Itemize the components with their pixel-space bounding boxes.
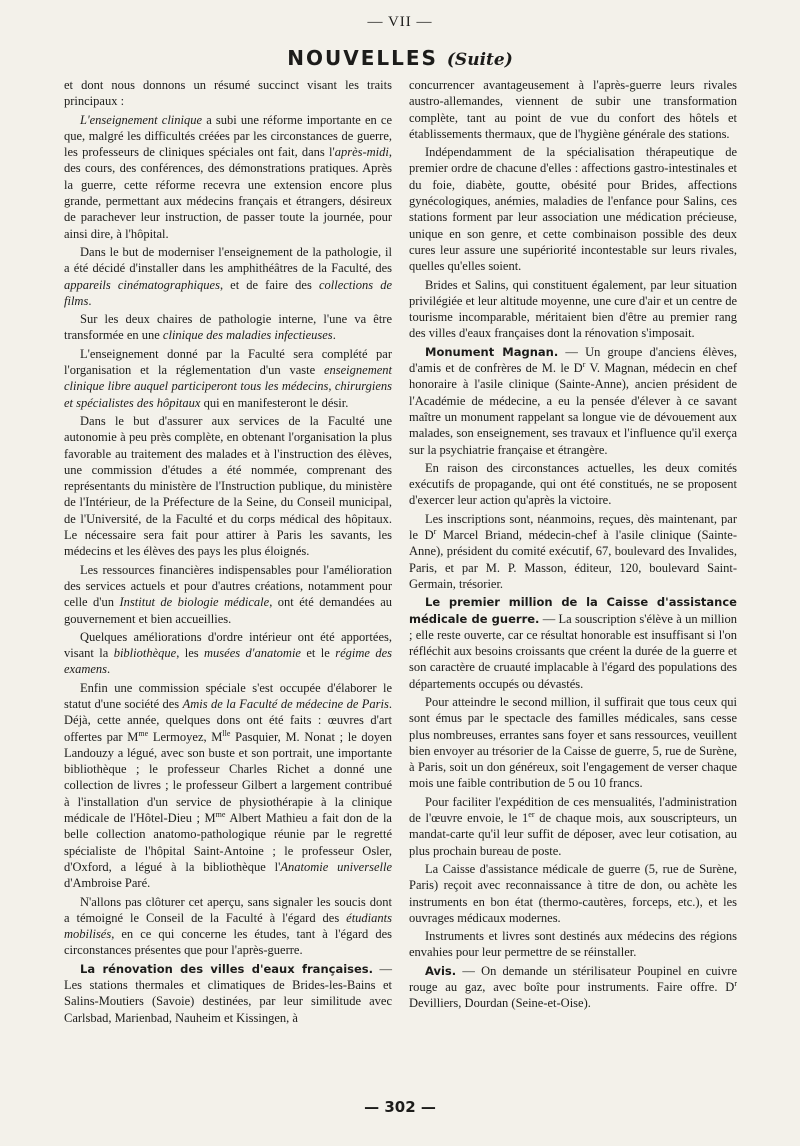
- paragraph: Quelques améliorations d'ordre intérieur ont été apportées, visant la bibliothèque, les musées d'anatomie et le régime des examens.: [64, 629, 393, 677]
- paragraph: Les ressources financières indispensables pour l'amélioration des services actuels et pour d'autres créations, notamment pour celle d'un Institut de biologie médicale, ont été demandées au gouvernement et bien accueillies.: [64, 562, 393, 626]
- roman-page-label: — VII —: [367, 14, 433, 30]
- paragraph: Dans le but de moderniser l'enseignement de la pathologie, il a été décidé d'installer dans les amphithéâtres de la Faculté, des appareils cinématographiques, et de faire des collections de films.: [64, 244, 393, 308]
- paragraph: Brides et Salins, qui constituent également, par leur situation privilégiée et leur altitude moyenne, une cure d'air et un centre de tourisme incomparable, méritaient bien d'être au premier rang des villes d'eaux françaises dont la rénovation s'imposait.: [409, 277, 737, 341]
- paragraph: Avis. — On demande un stérilisateur Poupinel en cuivre rouge au gaz, avec boîte pour instruments. Faire offre. $D^r$ Devilliers, Dourdan (Seine-et-Oise).: [409, 963, 737, 1011]
- paragraph: Les inscriptions sont, néanmoins, reçues, dès maintenant, par le $D^r$ Marcel Briand, médecin-chef à l'asile clinique (Sainte-Anne), président du comité exécutif, 67, boulevard des Invalides, Paris, et par M. P. Masson, éditeur, 120, boulevard Saint-Germain, trésorier.: [409, 511, 737, 591]
- left-column: [64, 77, 392, 1028]
- article-heading: Avis.: [425, 963, 457, 978]
- paragraph: La rénovation des villes d'eaux françaises. — Les stations thermales et climatiques de Brides-les-Bains et Salins-Moutiers (Savoie) destinées, par leur similitude avec Carlsbad, Marienbad, Nauheim et Kissingen, à: [64, 961, 392, 1025]
- paragraph: Le premier million de la Caisse d'assistance médicale de guerre. — La souscription s'élève à un million ; elle reste ouverte, car ce résultat honorable est insuffisant si l'on réfléchit aux besoins croissants que créent la durée de la guerre et son caractère de cruauté implacable à l'égard des populations des départements occupés ou dévastés.: [409, 595, 737, 691]
- paragraph: L'enseignement donné par la Faculté sera complété par l'organisation et la réglementation d'un vaste enseignement clinique libre auquel participeront tous les médecins, chirurgiens et spécialistes des hôpitaux qui en manifesteront le désir.: [64, 346, 392, 410]
- paragraph: L'enseignement clinique a subi une réforme importante en ce que, malgré les difficultés créées par les circonstances de guerre, les professeurs de cliniques spéciales ont fait, dans l'après-midi, des cours, des conférences, des démonstrations pratiques. Après la guerre, cette réforme recevra une extension encore plus grande, permettant aux médecins français et étrangers, désireux de parachever leur instruction, de passer toute la journée, pour ainsi dire, à l'hôpital.: [64, 112, 392, 241]
- paragraph: Monument Magnan. — Un groupe d'anciens élèves, d'amis et de confrères de M. le $D^r$ V. Magnan, médecin en chef honoraire à l'asile clinique (Sainte-Anne), ancien président de l'Académie de médecine, a eu la pensée d'élever à ce savant maître un monument rappelant sa longue vie de dévouement aux malades, son enseignement, ses travaux et l'influence qu'il exerça sur la psychiatrie française et étrangère.: [409, 344, 737, 457]
- section-title: NOUVELLES: [287, 46, 438, 70]
- section-suite: (Suite): [446, 50, 513, 70]
- paragraph: Pour faciliter l'expédition de ces mensualités, l'administration de l'œuvre envoie, le 1er de chaque mois, aux souscripteurs, un mandat-carte qu'il leur suffit de déposer, avec leur cotisation, au plus prochain bureau de poste.: [409, 794, 737, 858]
- section-header: [0, 46, 800, 70]
- paragraph: et dont nous donnons un résumé succinct visant les traits principaux :: [64, 78, 392, 109]
- paragraph: Enfin une commission spéciale s'est occupée d'élaborer le statut d'une société des Amis de la Faculté de médecine de Paris. Déjà, cette année, quelques dons ont été faits : œuvres d'art offertes par $M^{me}$ Lermoyez, $M^{lle}$ Pasquier, M. Nonat ; le doyen Landouzy a légué, avec son buste et son portrait, une importante bibliothèque ; le professeur Charles Richet a donné une collection de livres ; le professeur Gilbert a largement contribué à l'installation d'un service de physiothérapie à la clinique médicale de l'Hôtel-Dieu ; $M^{me}$ Albert Mathieu a fait don de la belle collection anatomo-pathologique réunie par le regretté spécialiste de l'hôpital Saint-Antoine ; le professeur Osler, d'Oxford, a légué à la bibliothèque l'Anatomie universelle d'Ambroise Paré.: [64, 680, 392, 891]
- article-heading: Monument Magnan.: [425, 344, 559, 359]
- paragraph: Sur les deux chaires de pathologie interne, l'une va être transformée en une clinique des maladies infectieuses.: [64, 312, 392, 343]
- article-heading: La rénovation des villes d'eaux françaises.: [80, 961, 374, 976]
- paragraph: N'allons pas clôturer cet aperçu, sans signaler les soucis dont a témoigné le Conseil de la Faculté à l'égard des étudiants mobilisés, en ce qui concerne les études, tant à l'égard des circonstances présentes que pour l'après-guerre.: [64, 894, 392, 958]
- article-heading: Le premier million de la Caisse d'assistance médicale de guerre.: [409, 595, 737, 626]
- paragraph: Instruments et livres sont destinés aux médecins des régions envahies pour leur permettre de se réinstaller.: [409, 929, 737, 960]
- paragraph: Pour atteindre le second million, il suffirait que tous ceux qui sont émus par le spectacle des familles médicales, sans cesse plus nombreuses, errantes sans foyer et sans ressources, veuillent bien envoyer au trésorier de la Caisse de guerre, 5, rue de Surène, à Paris, soit un don généreux, soit l'engagement de verser chaque mois une faible contribution de 5 ou 10 francs.: [409, 694, 737, 791]
- paragraph: Indépendamment de la spécialisation thérapeutique de premier ordre de chacune d'elles : affections gastro-intestinales et du foie, diabète, goutte, obésité pour Brides, affections gynécologiques, anémies, maladies de l'enfance pour Salins, ces stations forment par leur association une médication précieuse, unique en son genre, et cette combinaison possible des deux cures leur assure une supériorité incontestable sur leurs rivales, quelles qu'elles soient.: [409, 145, 737, 274]
- paragraph: En raison des circonstances actuelles, les deux comités exécutifs de propagande, qui ont été constitués, ne se proposent d'exercer leur action qu'après la victoire.: [409, 460, 737, 508]
- right-column: [409, 77, 737, 1014]
- paragraph: La Caisse d'assistance médicale de guerre (5, rue de Surène, Paris) reçoit avec reconnaissance à titre de don, ou achète les instruments en bon état (thermo-cautères, forceps, etc.), et les ouvrages médicaux modernes.: [409, 861, 737, 925]
- paragraph: concurrencer avantageusement à l'après-guerre leurs rivales austro-allemandes, viennent de subir une transformation complète, tant au point de vue du confort des hôtels et établissements thermaux, que de l'hygiène générale des stations.: [409, 78, 737, 141]
- paragraph: Dans le but d'assurer aux services de la Faculté une autonomie à peu près complète, en obtenant l'organisation la plus favorable au traitement des malades et à l'instruction des élèves, une commission d'études a été nommée, comprenant des représentants du ministère de l'Instruction publique, du ministère de l'Intérieur, de la Préfecture de la Seine, du Conseil municipal, de l'Université, de la Faculté et du corps médical des hôpitaux. Le nécessaire sera fait pour attirer à Paris les savants, les médecins et les élèves des pays les plus éloignés.: [64, 413, 392, 559]
- page-number: — 302 —: [364, 1098, 436, 1116]
